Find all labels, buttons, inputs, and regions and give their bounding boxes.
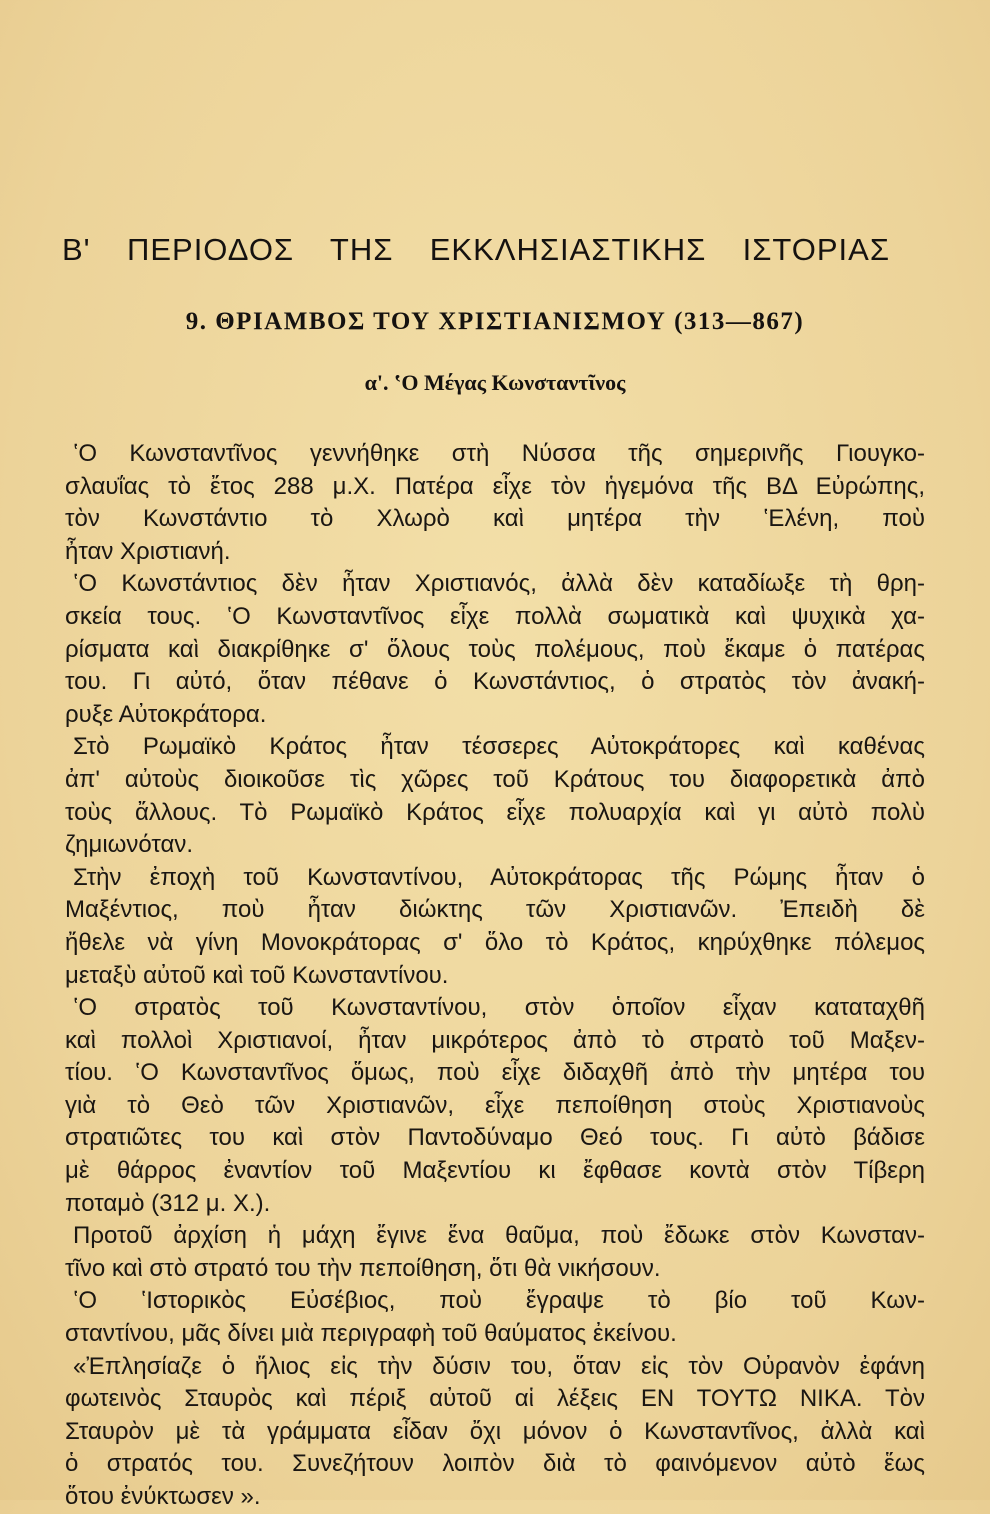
text-line: φωτεινὸς Σταυρὸς καὶ πέριξ αὐτοῦ αἱ λέξεις ΕΝ ΤΟΥΤΩ ΝΙΚΑ. Τὸν [65, 1385, 925, 1413]
text-line: τῖνο καὶ στὸ στρατό του τὴν πεποίθηση, ὅτι θὰ νικήσουν. [65, 1254, 661, 1282]
text-line: τὸν Κωνστάντιο τὸ Χλωρὸ καὶ μητέρα τὴν ʽΕλένη, ποὺ [65, 505, 925, 533]
text-line: τοὺς ἄλλους. Τὸ Ρωμαϊκὸ Κράτος εἶχε πολυαρχία καὶ γι αὐτὸ πολὺ [65, 798, 925, 826]
text-line: ὁ στρατός του. Συνεζήτουν λοιπὸν διὰ τὸ φαινόμενον αὐτὸ ἕως [65, 1450, 925, 1478]
text-line: καὶ πολλοὶ Χριστιανοί, ἦταν μικρότερος ἀπὸ τὸ στρατὸ τοῦ Μαξεν- [65, 1026, 925, 1054]
text-line: ʽΟ στρατὸς τοῦ Κωνσταντίνου, στὸν ὁποῖον εἶχαν καταταχθῆ [73, 994, 925, 1022]
text-line: σκεία τους. ʽΟ Κωνσταντῖνος εἶχε πολλὰ σωματικὰ καὶ ψυχικὰ χα- [65, 602, 925, 630]
text-line: μὲ θάρρος ἐναντίον τοῦ Μαξεντίου κι ἔφθασε κοντὰ στὸν Τίβερη [65, 1157, 925, 1185]
paragraph [65, 568, 925, 731]
text-line: ἤθελε νὰ γίνη Μονοκράτορας σ' ὅλο τὸ Κράτος, κηρύχθηκε πόλεμος [65, 928, 925, 956]
paragraph [65, 862, 925, 992]
text-line: Μαξέντιος, ποὺ ἦταν διώκτης τῶν Χριστιανῶν. Ἐπειδὴ δὲ [65, 896, 925, 924]
text-line: σταντίνου, μᾶς δίνει μιὰ περιγραφὴ τοῦ θαύματος ἐκείνου. [65, 1320, 677, 1348]
text-line: Σταυρὸν μὲ τὰ γράμματα εἶδαν ὄχι μόνον ὁ Κωνσταντῖνος, ἀλλὰ καὶ [65, 1417, 925, 1445]
text-line: ʽΟ Κωνστάντιος δὲν ἦταν Χριστιανός, ἀλλὰ δὲν καταδίωξε τὴ θρη- [73, 570, 925, 598]
paragraph [65, 992, 925, 1220]
text-line: ʽΟ Κωνσταντῖνος γεννήθηκε στὴ Νύσσα τῆς σημερινῆς Γιουγκο- [73, 440, 925, 467]
paragraph [65, 1220, 925, 1285]
text-line: του. Γι αὐτό, ὅταν πέθανε ὁ Κωνστάντιος, ὁ στρατὸς τὸν ἀνακή- [65, 668, 925, 696]
text-line: στρατιῶτες του καὶ στὸν Παντοδύναμο Θεό τους. Γι αὐτὸ βάδισε [65, 1124, 925, 1152]
text-line: ζημιωνόταν. [65, 831, 194, 859]
paragraph [65, 1285, 925, 1350]
text-line: ἀπ' αὐτοὺς διοικοῦσε τὶς χῶρες τοῦ Κράτους του διαφορετικὰ ἀπὸ [65, 765, 925, 793]
text-line: γιὰ τὸ Θεὸ τῶν Χριστιανῶν, εἶχε πεποίθηση στοὺς Χριστιανοὺς [65, 1091, 925, 1119]
text-line: ρίσματα καὶ διακρίθηκε σ' ὅλους τοὺς πολέμους, ποὺ ἔκαμε ὁ πατέρας [65, 635, 925, 663]
text-line: «Ἐπλησίαζε ὁ ἥλιος εἰς τὴν δύσιν του, ὅταν εἰς τὸν Οὐρανὸν ἐφάνη [73, 1352, 925, 1380]
text-line: ἦταν Χριστιανή. [65, 537, 231, 565]
text-line: μεταξὺ αὐτοῦ καὶ τοῦ Κωνσταντίνου. [65, 961, 449, 989]
text-line: ποταμὸ (312 μ. Χ.). [65, 1189, 271, 1217]
text-line: Προτοῦ ἀρχίση ἡ μάχη ἔγινε ἕνα θαῦμα, ποὺ ἔδωκε στὸν Κωνσταν- [73, 1222, 925, 1250]
part-title: Β' ΠΕΡΙΟΔΟΣ ΤΗΣ ΕΚΚΛΗΣΙΑΣΤΙΚΗΣ ΙΣΤΟΡΙΑΣ [62, 232, 890, 267]
text-line: ʽΟ ʽΙστορικὸς Εὐσέβιος, ποὺ ἔγραψε τὸ βίο τοῦ Κων- [73, 1287, 925, 1315]
paragraph [65, 1351, 925, 1514]
paragraph [65, 438, 925, 568]
section-title: α'. ʽΟ Μέγας Κωνσταντῖνος [364, 370, 626, 395]
paragraph [65, 731, 925, 861]
text-line: ὅτου ἐνύκτωσεν ». [65, 1483, 261, 1510]
text-line: σλαυΐας τὸ ἔτος 288 μ.Χ. Πατέρα εἶχε τὸν ἡγεμόνα τῆς ΒΔ Εὐρώπης, [65, 472, 925, 500]
text-line: ρυξε Αὐτοκράτορα. [65, 700, 267, 728]
text-line: τίου. ʽΟ Κωνσταντῖνος ὅμως, ποὺ εἶχε διδαχθῆ ἀπὸ τὴν μητέρα του [65, 1059, 925, 1087]
text-line: Στὸ Ρωμαϊκὸ Κράτος ἦταν τέσσερες Αὐτοκράτορες καὶ καθένας [73, 733, 925, 761]
body-text [65, 438, 925, 1514]
chapter-title: 9. ΘΡΙΑΜΒΟΣ ΤΟΥ ΧΡΙΣΤΙΑΝΙΣΜΟΥ (313—867) [185, 308, 805, 335]
text-line: Στὴν ἐποχὴ τοῦ Κωνσταντίνου, Αὐτοκράτορας τῆς Ρώμης ἦταν ὁ [73, 863, 925, 891]
